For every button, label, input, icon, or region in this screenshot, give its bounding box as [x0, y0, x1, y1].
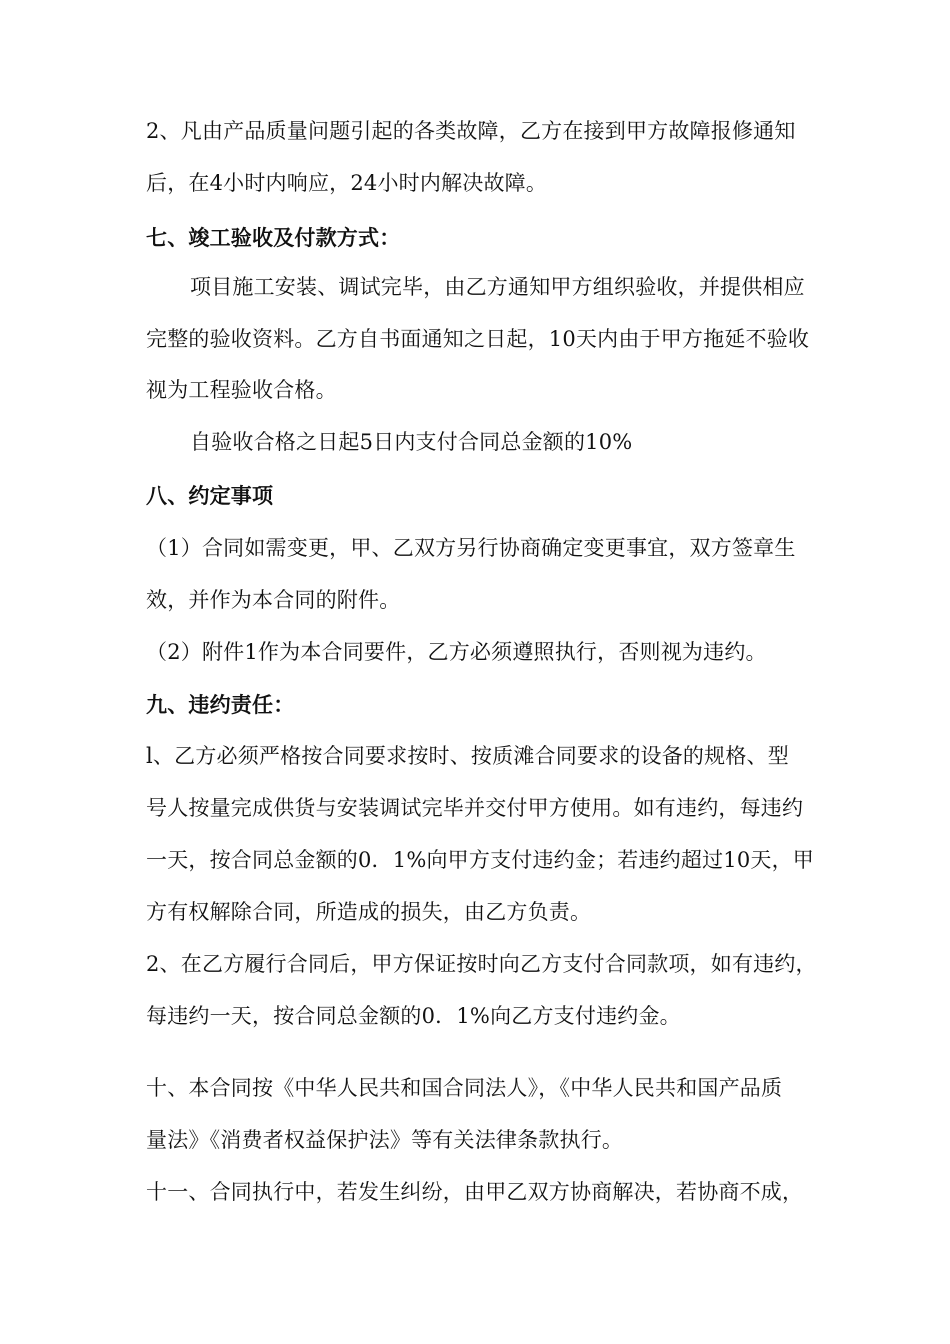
text-line: 效，并作为本合同的附件。	[146, 588, 401, 612]
text-line: 后，在4小时内响应，24小时内解决故障。	[146, 171, 548, 195]
text-line: 量法》《消费者权益保护法》等有关法律条款执行。	[146, 1128, 624, 1152]
text-line: （1）合同如需变更，甲、乙双方另行协商确定变更事宜，双方签章生	[146, 536, 796, 560]
text-line: l、乙方必须严格按合同要求按时、按质滩合同要求的设备的规格、型	[146, 744, 789, 768]
text-line: 2、凡由产品质量问题引起的各类故障，乙方在接到甲方故障报修通知	[146, 119, 796, 143]
text-line: 号人按量完成供货与安装调试完毕并交付甲方使用。如有违约，每违约	[146, 796, 804, 820]
text-line: 完整的验收资料。乙方自书面通知之日起，10天内由于甲方拖延不验收	[146, 327, 810, 351]
text-line: 一天，按合同总金额的0．1%向甲方支付违约金；若违约超过10天，甲	[146, 848, 814, 872]
text-line: （2）附件1作为本合同要件，乙方必须遵照执行，否则视为违约。	[146, 640, 767, 664]
text-line: 项目施工安装、调试完毕，由乙方通知甲方组织验收，并提供相应	[190, 275, 805, 299]
section-heading: 九、违约责任：	[146, 692, 295, 717]
section-heading: 八、约定事项	[146, 483, 274, 508]
section-heading: 七、竣工验收及付款方式：	[146, 225, 401, 250]
text-line: 视为工程验收合格。	[146, 378, 337, 402]
text-line: 十一、合同执行中，若发生纠纷，由甲乙双方协商解决，若协商不成，	[146, 1180, 804, 1204]
text-line: 每违约一天，按合同总金额的0．1%向乙方支付违约金。	[146, 1004, 681, 1028]
text-line: 自验收合格之日起5日内支付合同总金额的10%	[190, 430, 633, 454]
text-line: 方有权解除合同，所造成的损失，由乙方负责。	[146, 900, 592, 924]
text-line: 十、本合同按《中华人民共和国合同法人》，《中华人民共和国产品质	[146, 1076, 783, 1100]
text-line: 2、在乙方履行合同后，甲方保证按时向乙方支付合同款项，如有违约，	[146, 952, 817, 976]
